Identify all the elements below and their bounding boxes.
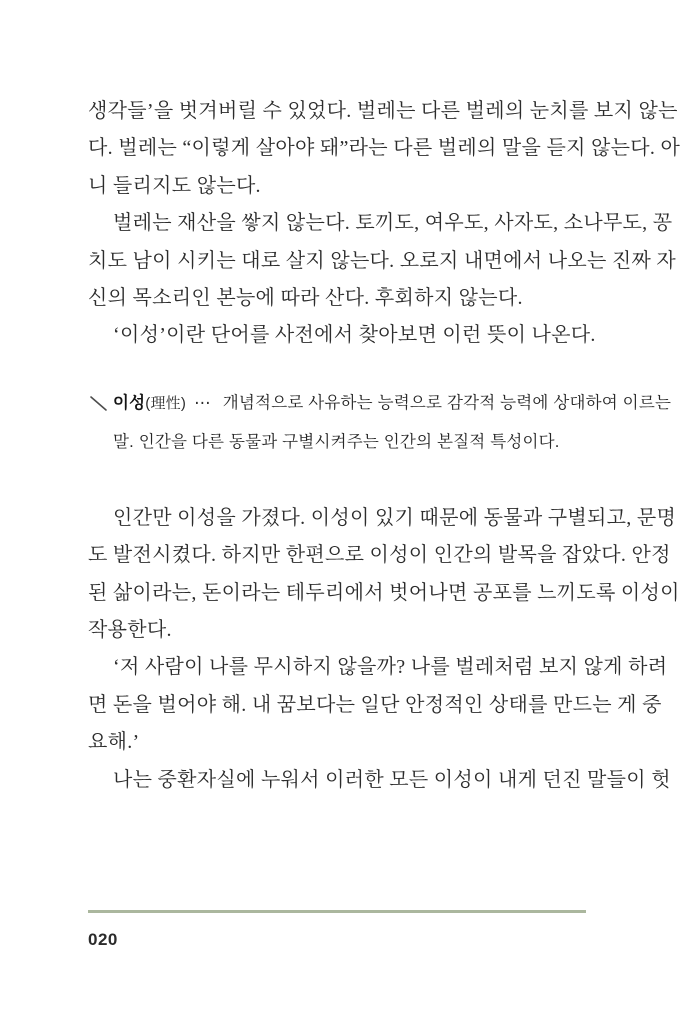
definition-text: 개념적으로 사유하는 능력으로 감각적 능력에 상대하여 이르는 [222,393,672,412]
paragraph [88,205,677,317]
paragraph [88,649,668,761]
text-line: 요해.’ [88,731,140,754]
text-line: 인간만 이성을 가졌다. 이성이 있기 때문에 동물과 구별되고, 문명 [113,506,677,529]
backslash-icon [88,393,108,413]
definition-term: 이성 [113,393,146,412]
text-line: 된 삶이라는, 돈이라는 테두리에서 벗어나면 공포를 느끼도록 이성이 [88,581,680,604]
page-number: 020 [88,930,118,949]
paragraph [88,762,671,799]
text-line: 신의 목소리인 본능에 따라 산다. 후회하지 않는다. [88,287,523,310]
text-line: 면 돈을 벌어야 해. 내 꿈보다는 일단 안정적인 상태를 만드는 게 중 [88,693,662,716]
paragraph [88,500,680,650]
text-line: 벌레는 재산을 쌓지 않는다. 토끼도, 여우도, 사자도, 소나무도, 꽁 [113,212,673,235]
text-line: ‘저 사람이 나를 무시하지 않을까? 나를 벌레처럼 보지 않게 하려 [113,656,668,679]
footer-divider [88,910,586,913]
text-line: ‘이성’이란 단어를 사전에서 찾아보면 이런 뜻이 나온다. [113,324,596,347]
text-line: 작용한다. [88,619,172,642]
definition-line [113,384,672,423]
paragraph [88,317,600,354]
text-line: 니 들리지도 않는다. [88,174,261,197]
definition-line: 말. 인간을 다른 동물과 구별시켜주는 인간의 본질적 특성이다. [113,432,560,451]
dictionary-definition-block [88,384,672,462]
text-line: 도 발전시켰다. 하지만 한편으로 이성이 인간의 발목을 잡았다. 안정 [88,544,671,567]
text-line: 나는 중환자실에 누워서 이러한 모든 이성이 내게 던진 말들이 헛 [113,768,671,791]
page-content [88,93,681,799]
text-line: 치도 남이 시키는 대로 살지 않는다. 오로지 내면에서 나오는 진짜 자 [88,249,677,272]
text-line: 다. 벌레는 “이렇게 살아야 돼”라는 다른 벌레의 말을 듣지 않는다. 아 [88,137,681,160]
definition-hanja: (理性) [145,394,187,412]
text-line: 생각들’을 벗겨버릴 수 있었다. 벌레는 다른 벌레의 눈치를 보지 않는 [88,100,678,122]
definition-separator: ⋯ [194,393,211,412]
paragraph [88,93,681,205]
